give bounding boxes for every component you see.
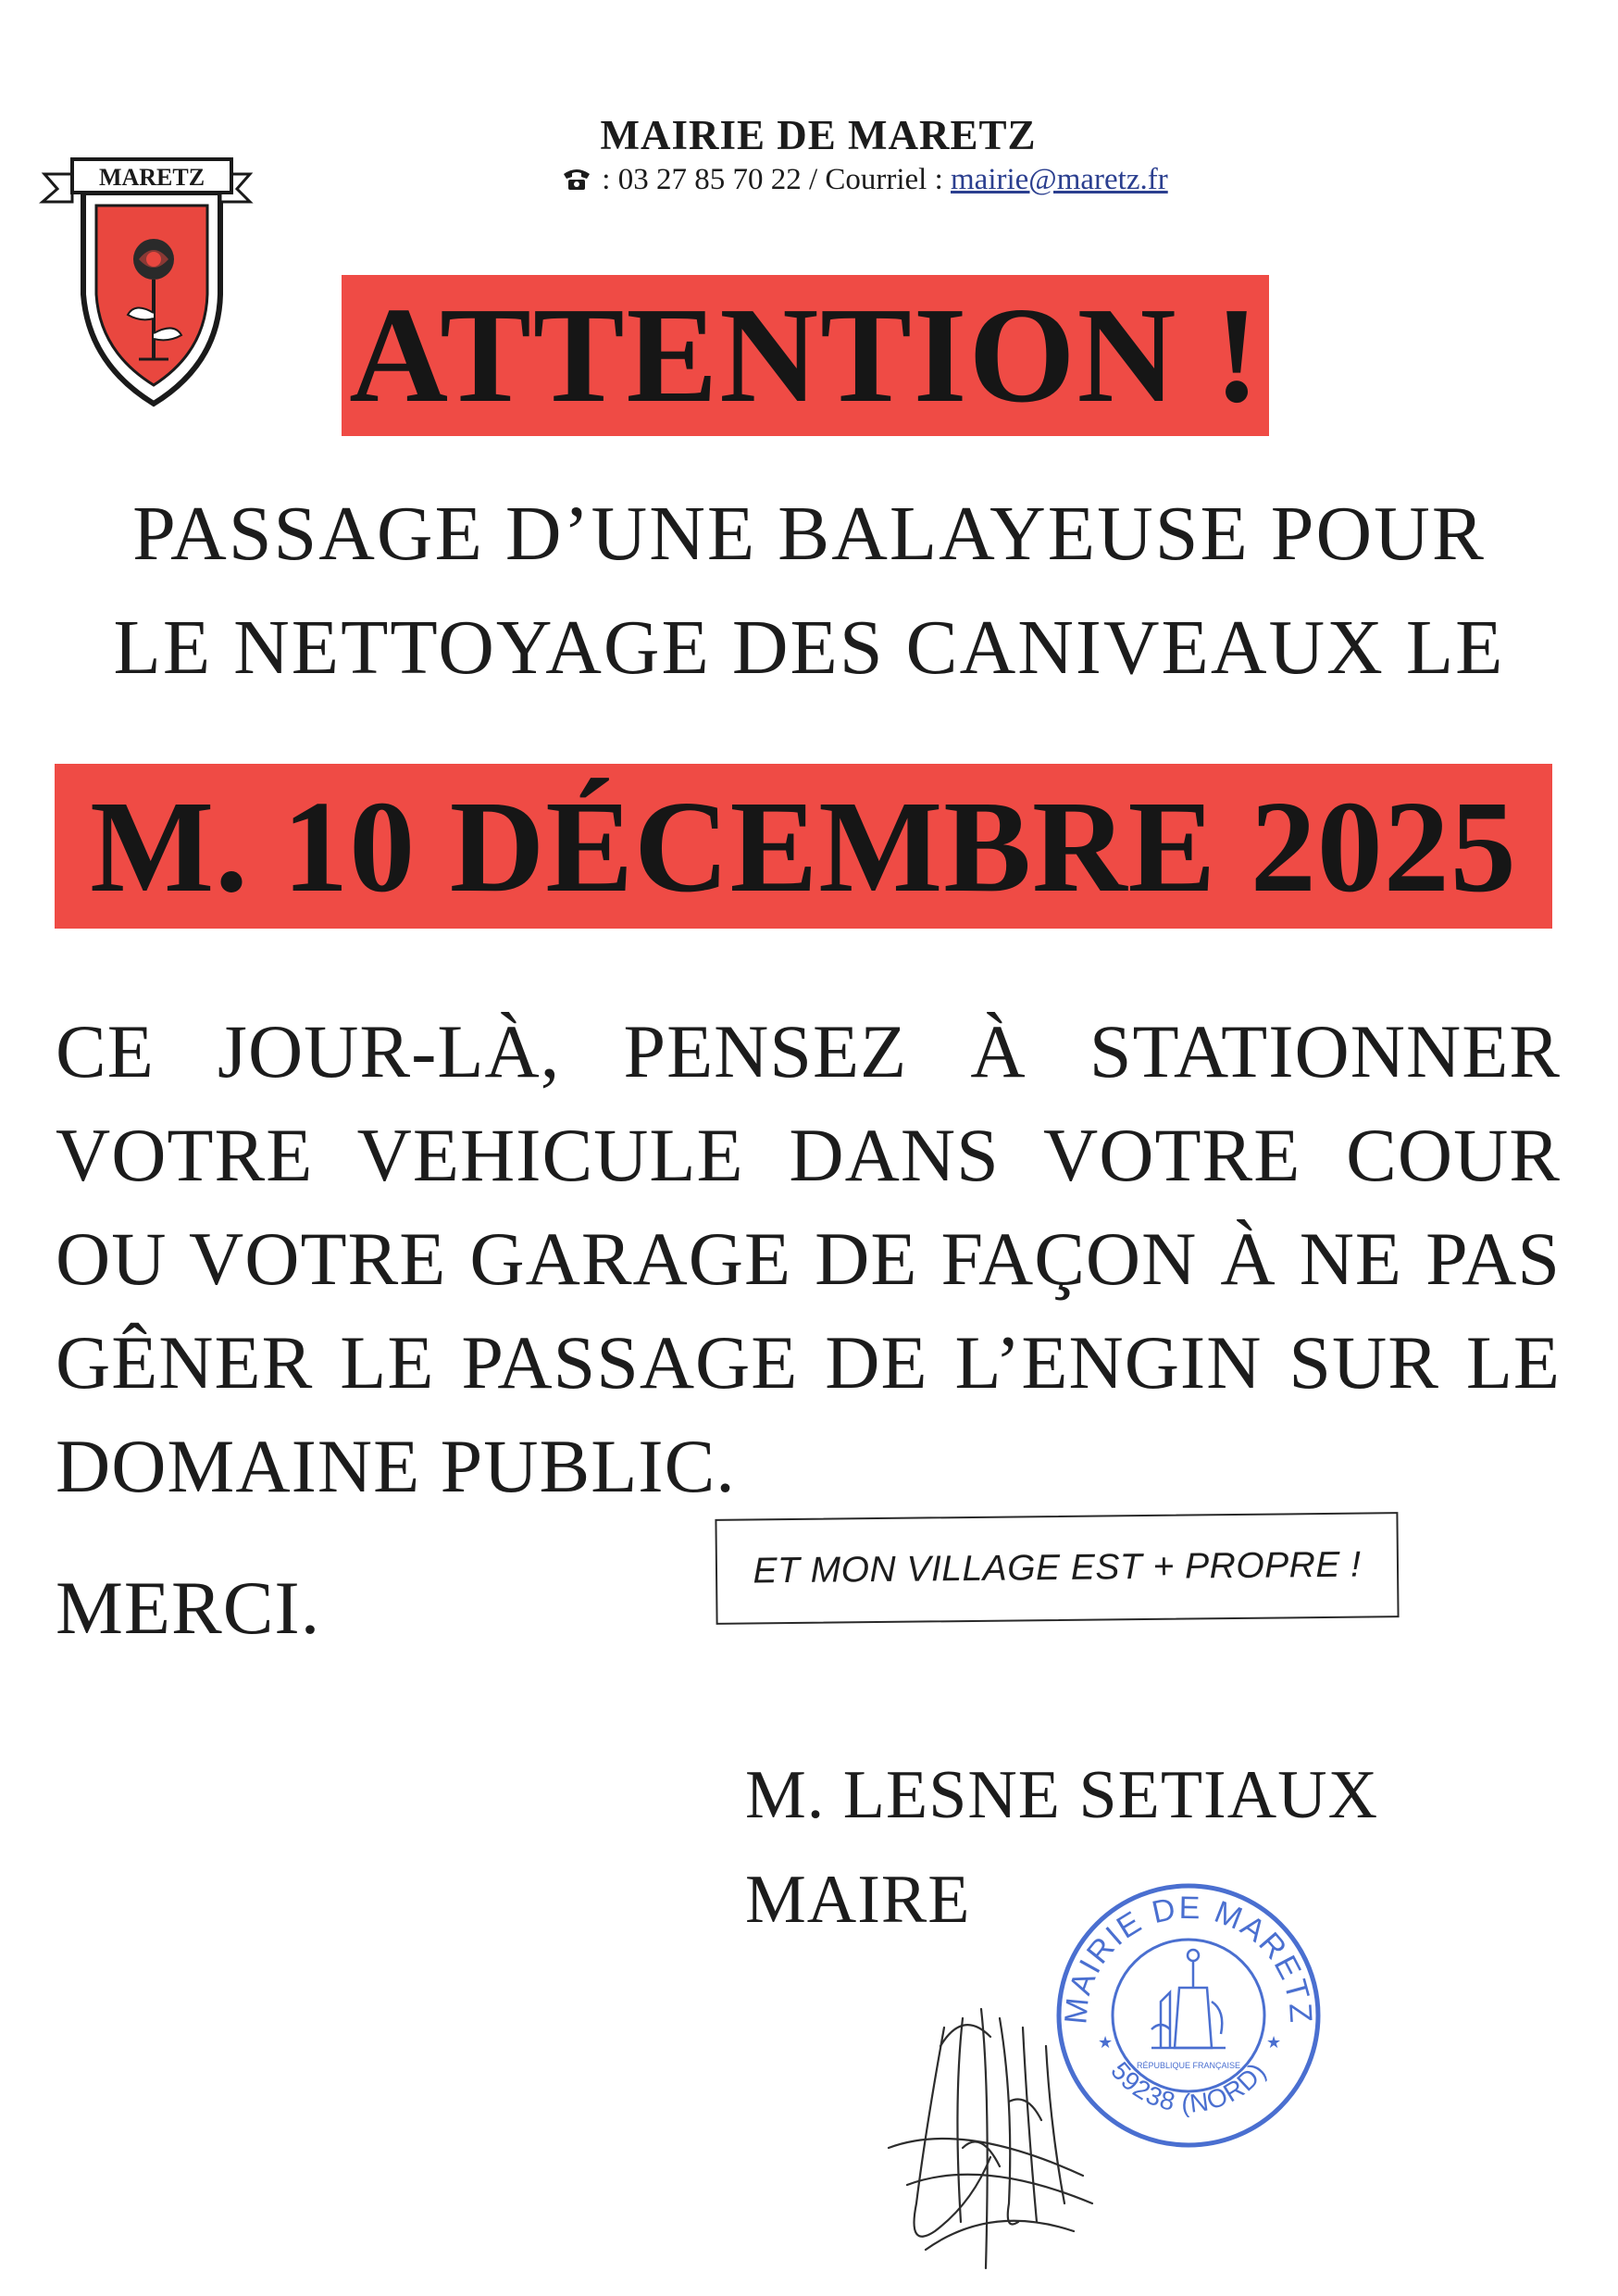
seal-star-icon: ★ bbox=[1266, 2033, 1282, 2052]
seal-top-text: MAIRIE DE MARETZ bbox=[1058, 1890, 1319, 2026]
mayor-title: MAIRE bbox=[745, 1862, 971, 1938]
seal-bottom-text: 59238 (NORD) bbox=[1105, 2056, 1272, 2118]
telephone-icon bbox=[561, 165, 592, 193]
seal-small-text: RÉPUBLIQUE FRANÇAISE bbox=[1136, 2061, 1241, 2070]
contact-text: : 03 27 85 70 22 / Courriel : bbox=[602, 163, 952, 196]
mairie-title: MAIRIE DE MARETZ bbox=[600, 112, 1037, 158]
instructions-line: VOTRE VEHICULE DANS VOTRE COUR bbox=[56, 1113, 1561, 1197]
instructions-paragraph bbox=[56, 1000, 1561, 1518]
intro-line-2: LE NETTOYAGE DES CANIVEAUX LE bbox=[113, 605, 1505, 691]
slogan-text: ET MON VILLAGE EST + PROPRE ! bbox=[753, 1544, 1362, 1591]
attention-banner: ATTENTION ! bbox=[342, 275, 1269, 436]
logo-text: MARETZ bbox=[98, 164, 205, 191]
seal-star-icon: ★ bbox=[1098, 2033, 1114, 2052]
handwritten-signature bbox=[852, 1990, 1185, 2287]
date-banner: M. 10 DÉCEMBRE 2025 bbox=[55, 764, 1552, 929]
merci-text: MERCI. bbox=[56, 1566, 321, 1650]
instructions-line: CE JOUR-LÀ, PENSEZ À STATIONNER bbox=[56, 1009, 1561, 1093]
instructions-line: GÊNER LE PASSAGE DE L’ENGIN SUR LE bbox=[56, 1320, 1561, 1404]
instructions-line: OU VOTRE GARAGE DE FAÇON À NE PAS bbox=[56, 1217, 1561, 1301]
instructions-line: DOMAINE PUBLIC. bbox=[56, 1424, 736, 1508]
intro-line-1: PASSAGE D’UNE BALAYEUSE POUR bbox=[132, 491, 1486, 577]
email-link[interactable]: mairie@maretz.fr bbox=[951, 163, 1168, 196]
contact-line bbox=[0, 163, 1618, 197]
slogan-box bbox=[715, 1512, 1399, 1625]
mayor-name: M. LESNE SETIAUX bbox=[745, 1757, 1379, 1833]
